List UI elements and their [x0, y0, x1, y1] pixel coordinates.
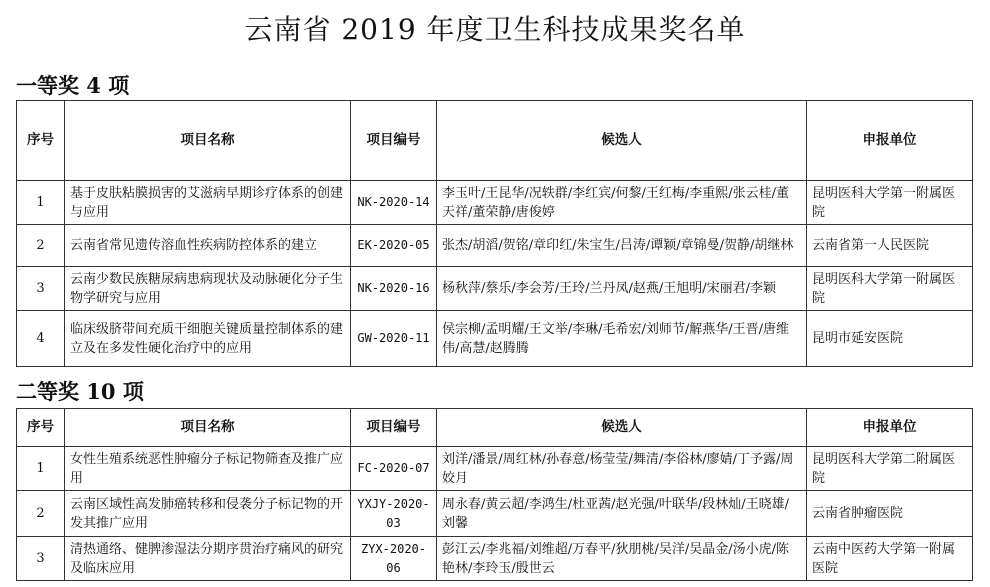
table-row	[17, 181, 973, 225]
cell-project-code: NK-2020-16	[351, 267, 437, 311]
cell-project-name: 女性生殖系统恶性肿瘤分子标记物筛查及推广应用	[65, 447, 351, 491]
table-row	[17, 311, 973, 367]
table-row	[17, 447, 973, 491]
header-project-name: 项目名称	[65, 409, 351, 447]
cell-unit: 昆明医科大学第一附属医院	[807, 181, 973, 225]
cell-project-code: ZYX-2020-06	[351, 537, 437, 581]
header-seq: 序号	[17, 101, 65, 181]
cell-project-name: 云南区域性高发肺癌转移和侵袭分子标记物的开发其推广应用	[65, 491, 351, 537]
cell-seq: 3	[17, 537, 65, 581]
header-project-name: 项目名称	[65, 101, 351, 181]
cell-unit: 云南省第一人民医院	[807, 225, 973, 267]
cell-unit: 昆明医科大学第一附属医院	[807, 267, 973, 311]
cell-candidates: 侯宗柳/孟明耀/王文举/李琳/毛希宏/刘师节/解燕华/王晋/唐维伟/高慧/赵腾腾	[437, 311, 807, 367]
cell-unit: 云南省肿瘤医院	[807, 491, 973, 537]
page-title: 云南省 2019 年度卫生科技成果奖名单	[244, 13, 746, 46]
table-row	[17, 267, 973, 311]
header-unit: 申报单位	[807, 409, 973, 447]
table-row	[17, 491, 973, 537]
cell-project-name: 云南省常见遗传溶血性疾病防控体系的建立	[65, 225, 351, 267]
header-project-code: 项目编号	[351, 101, 437, 181]
cell-unit: 昆明医科大学第二附属医院	[807, 447, 973, 491]
header-unit: 申报单位	[807, 101, 973, 181]
cell-project-code: EK-2020-05	[351, 225, 437, 267]
cell-candidates: 杨秋萍/蔡乐/李会芳/王玲/兰丹凤/赵燕/王旭明/宋丽君/李颖	[437, 267, 807, 311]
first-prize-table	[16, 100, 973, 367]
cell-seq: 3	[17, 267, 65, 311]
section-title-second-prize: 二等奖 10 项	[16, 379, 144, 404]
cell-seq: 4	[17, 311, 65, 367]
second-prize-table	[16, 408, 973, 581]
cell-seq: 1	[17, 447, 65, 491]
table-row	[17, 537, 973, 581]
header-candidates: 候选人	[437, 101, 807, 181]
section-title-first-prize: 一等奖 4 项	[16, 73, 130, 98]
header-seq: 序号	[17, 409, 65, 447]
cell-project-code: YXJY-2020-03	[351, 491, 437, 537]
cell-project-code: GW-2020-11	[351, 311, 437, 367]
cell-candidates: 周永春/黄云超/李鸿生/杜亚茜/赵光强/叶联华/段林灿/王晓雄/刘馨	[437, 491, 807, 537]
table-row	[17, 225, 973, 267]
cell-candidates: 刘洋/潘景/周红林/孙春意/杨莹莹/舞清/李俗林/廖婧/丁予露/周姣月	[437, 447, 807, 491]
cell-seq: 2	[17, 491, 65, 537]
cell-project-code: NK-2020-14	[351, 181, 437, 225]
cell-project-name: 基于皮肤粘膜损害的艾滋病早期诊疗体系的创建与应用	[65, 181, 351, 225]
cell-project-name: 临床级脐带间充质干细胞关键质量控制体系的建立及在多发性硬化治疗中的应用	[65, 311, 351, 367]
cell-unit: 云南中医药大学第一附属医院	[807, 537, 973, 581]
cell-candidates: 张杰/胡滔/贺铭/章印红/朱宝生/吕涛/谭颖/章锦曼/贺静/胡继林	[437, 225, 807, 267]
header-project-code: 项目编号	[351, 409, 437, 447]
cell-project-name: 清热通络、健脾渗湿法分期序贯治疗痛风的研究及临床应用	[65, 537, 351, 581]
cell-seq: 1	[17, 181, 65, 225]
cell-project-name: 云南少数民族糖尿病患病现状及动脉硬化分子生物学研究与应用	[65, 267, 351, 311]
cell-seq: 2	[17, 225, 65, 267]
cell-candidates: 彭江云/李兆福/刘维超/万春平/狄朋桃/吴洋/吴晶金/汤小虎/陈艳林/李玲玉/殷世云	[437, 537, 807, 581]
cell-project-code: FC-2020-07	[351, 447, 437, 491]
cell-unit: 昆明市延安医院	[807, 311, 973, 367]
cell-candidates: 李玉叶/王昆华/况轶群/李红宾/何黎/王红梅/李重熙/张云桂/董天祥/董荣静/唐俊婷	[437, 181, 807, 225]
header-candidates: 候选人	[437, 409, 807, 447]
table-header-row	[17, 101, 973, 181]
table-header-row	[17, 409, 973, 447]
